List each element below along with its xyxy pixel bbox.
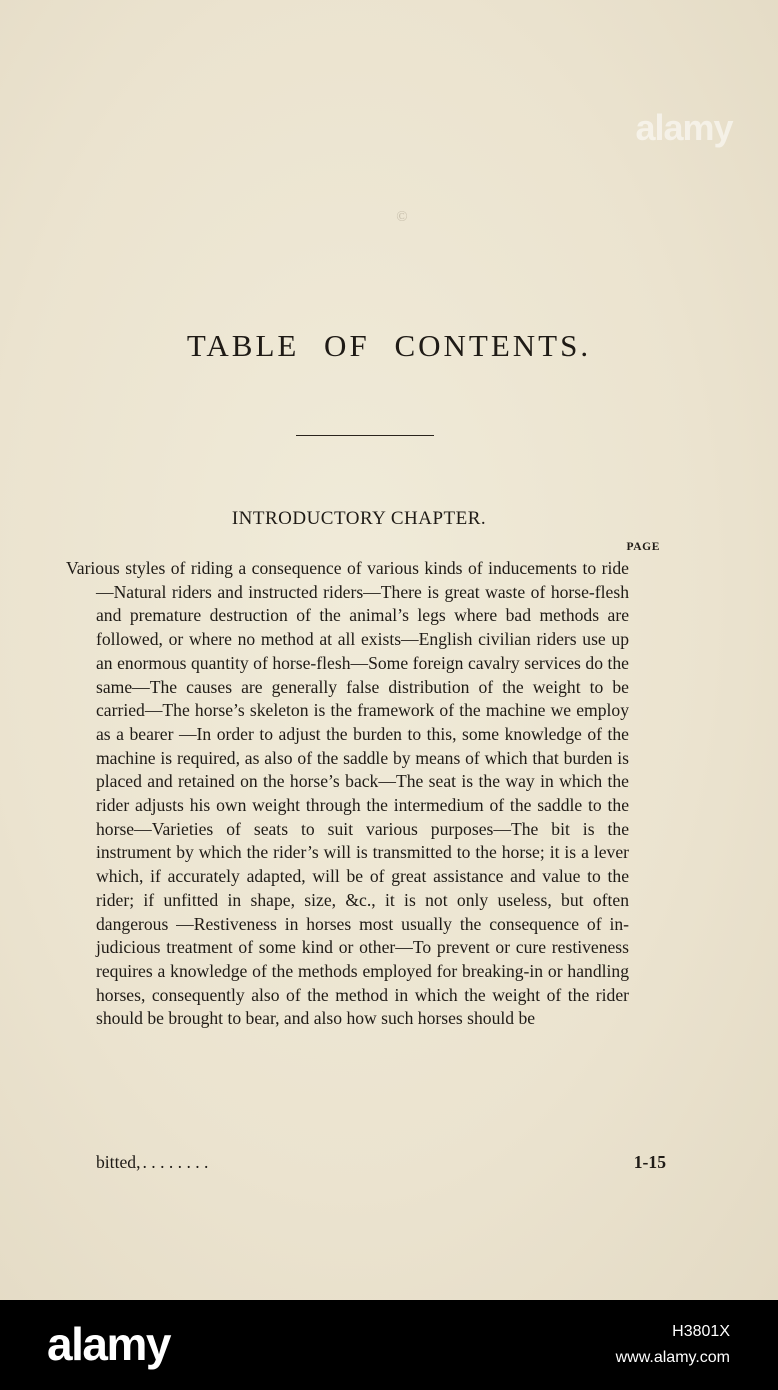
page-column-label: PAGE (626, 541, 660, 553)
library-stamp-mark: © (396, 209, 408, 225)
footer-image-id: H3801X (672, 1323, 730, 1340)
page-title: TABLE OF CONTENTS. (186, 328, 592, 363)
chapter-heading: INTRODUCTORY CHAPTER. (231, 508, 487, 529)
contents-entry-leader-line (96, 1151, 666, 1175)
dot-leader: . . . . . . . . (142, 1152, 209, 1172)
entry-page-range: 1-15 (633, 1152, 666, 1172)
title-divider (296, 435, 434, 436)
footer-site-url: www.alamy.com (615, 1349, 730, 1366)
watermark-logo: alamy (635, 107, 733, 148)
contents-entry-text: Various styles of riding a consequence of various kinds of inducements to ride—Natural riders and instructed riders—There is great waste of horse-flesh and premature destruction of the animal’s legs where bad methods are followed, or where no method at all exists—English civilian riders use up an enormous quantity of horse-flesh—Some foreign cavalry services do the same—The causes are generally false distribution of the weight to be carried—The horse’s skeleton is the framework of the machine we employ as a bearer —In order to adjust the burden to this, some knowledge of the machine is required, as also of the saddle by means of which that burden is placed and retained on the horse’s back—The seat is the way in which the rider adjusts his own weight through the intermedium of the saddle to the horse—Varieties of seats to suit various purposes—The bit is the instrument by which the rider’s will is transmitted to the horse; it is a lever which, if accurately adapted, will be of great assistance and value to the rider; if unfitted in shape, size, &c., it is not only useless, but often dangerous —Restiveness in horses most usually the consequence of injudicious treatment of some kind or other—To prevent or cure restiveness requires a knowledge of the methods employed for breaking-in or handling horses, consequently also of the method in which the weight of the rider should be brought to bear, and also how such horses should be (66, 558, 629, 1029)
entry-last-line: bitted, (96, 1152, 141, 1172)
footer-brand-logo: alamy (47, 1318, 170, 1370)
stock-footer-bar (0, 1300, 778, 1390)
